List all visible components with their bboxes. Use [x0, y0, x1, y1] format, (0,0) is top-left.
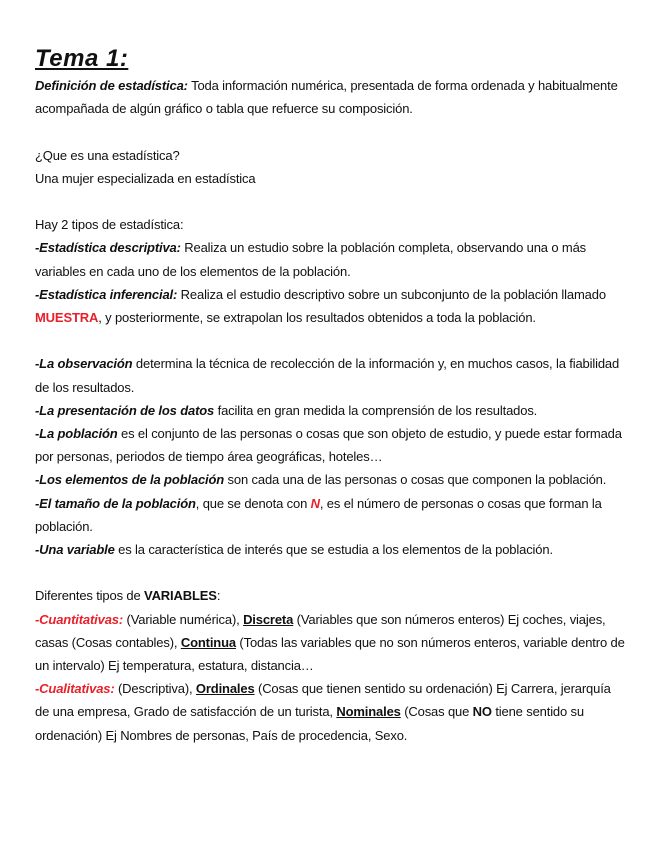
variables-intro-bold: VARIABLES	[144, 588, 217, 604]
qualitative-text-d: tiene sentido su ordenación) Ej Nombres de personas, País de procedencia, Sexo.	[35, 704, 584, 743]
ordinal-label: Ordinales	[195, 681, 255, 697]
presentation-text: facilita en gran medida la comprensión de los resultados.	[214, 402, 538, 418]
descriptive-paragraph	[35, 236, 625, 282]
definition-text: Toda información numérica, presentada de forma ordenada y habitualmente acompañada de algún gráfico o tabla que refuerce su composición.	[35, 78, 618, 117]
qualitative-text-c: (Cosas que	[400, 704, 473, 720]
inferential-term: -Estadística inferencial:	[35, 286, 178, 302]
joke-question: ¿Que es una estadística?	[35, 147, 180, 163]
size-symbol: N	[310, 495, 320, 511]
elements-term: -Los elementos de la población	[35, 472, 225, 488]
observation-text: determina la técnica de recolección de la información y, en muchos casos, la fiabilidad de los resultados.	[35, 356, 620, 395]
qualitative-text-a: (Descriptiva),	[114, 681, 196, 697]
variables-intro-a: Diferentes tipos de	[35, 588, 145, 604]
qualitative-paragraph	[35, 677, 625, 747]
quantitative-text-c: (Todas las variables que no son números enteros, variable dentro de un intervalo) Ej temperatura, estatura, distancia…	[35, 634, 625, 674]
presentation-paragraph	[35, 399, 625, 422]
no-emphasis: NO	[472, 704, 492, 720]
document-page	[35, 44, 625, 747]
presentation-term: -La presentación de los datos	[35, 402, 215, 418]
size-text-a: , que se denota con	[195, 495, 311, 511]
population-text: es el conjunto de las personas o cosas que son objeto de estudio, y puede estar formada por personas, periodos de tiempo área geográficas, hoteles…	[35, 426, 622, 465]
qualitative-term: -Cualitativas:	[35, 681, 115, 697]
observation-term: -La observación	[35, 356, 133, 372]
observation-paragraph	[35, 352, 625, 398]
descriptive-text: Realiza un estudio sobre la población completa, observando una o más variables en cada uno de los elementos de la población.	[35, 240, 586, 279]
definition-paragraph	[35, 74, 625, 120]
continuous-label: Continua	[180, 634, 236, 650]
elements-text: son cada una de las personas o cosas que componen la población.	[224, 472, 607, 488]
variables-intro	[35, 584, 625, 607]
descriptive-term: -Estadística descriptiva:	[35, 240, 181, 256]
qualitative-text-b: (Cosas que tienen sentido su ordenación) Ej Carrera, jerarquía de una empresa, Grado de satisfacción de un turista,	[35, 681, 611, 720]
nominal-label: Nominales	[336, 704, 401, 720]
size-text-b: , es el número de personas o cosas que forman la población.	[35, 495, 602, 534]
muestra-highlight: MUESTRA	[35, 310, 99, 325]
types-intro: Hay 2 tipos de estadística:	[35, 217, 184, 233]
inferential-text-b: , y posteriormente, se extrapolan los resultados obtenidos a toda la población.	[98, 310, 536, 325]
size-term: -El tamaño de la población	[35, 495, 196, 511]
discrete-label: Discreta	[243, 611, 294, 627]
variable-term: -Una variable	[35, 542, 115, 558]
quantitative-text-a: (Variable numérica),	[123, 611, 244, 627]
quantitative-paragraph	[35, 608, 625, 678]
variable-text: es la característica de interés que se estudia a los elementos de la población.	[114, 542, 553, 558]
variable-paragraph	[35, 538, 625, 561]
page-title: Tema 1:	[35, 45, 129, 72]
quantitative-term: -Cuantitativas:	[35, 611, 124, 627]
quantitative-text-b: (Variables que son números enteros) Ej coches, viajes, casas (Cosas contables),	[35, 611, 606, 650]
definition-term: Definición de estadística:	[35, 78, 188, 93]
inferential-paragraph	[35, 283, 625, 329]
population-term: -La población	[35, 426, 118, 441]
joke-answer: Una mujer especializada en estadística	[35, 170, 256, 186]
inferential-text-a: Realiza el estudio descriptivo sobre un subconjunto de la población llamado	[177, 286, 606, 302]
elements-paragraph	[35, 468, 625, 491]
variables-intro-b: :	[216, 588, 221, 604]
size-paragraph	[35, 492, 625, 538]
population-paragraph	[35, 422, 625, 468]
